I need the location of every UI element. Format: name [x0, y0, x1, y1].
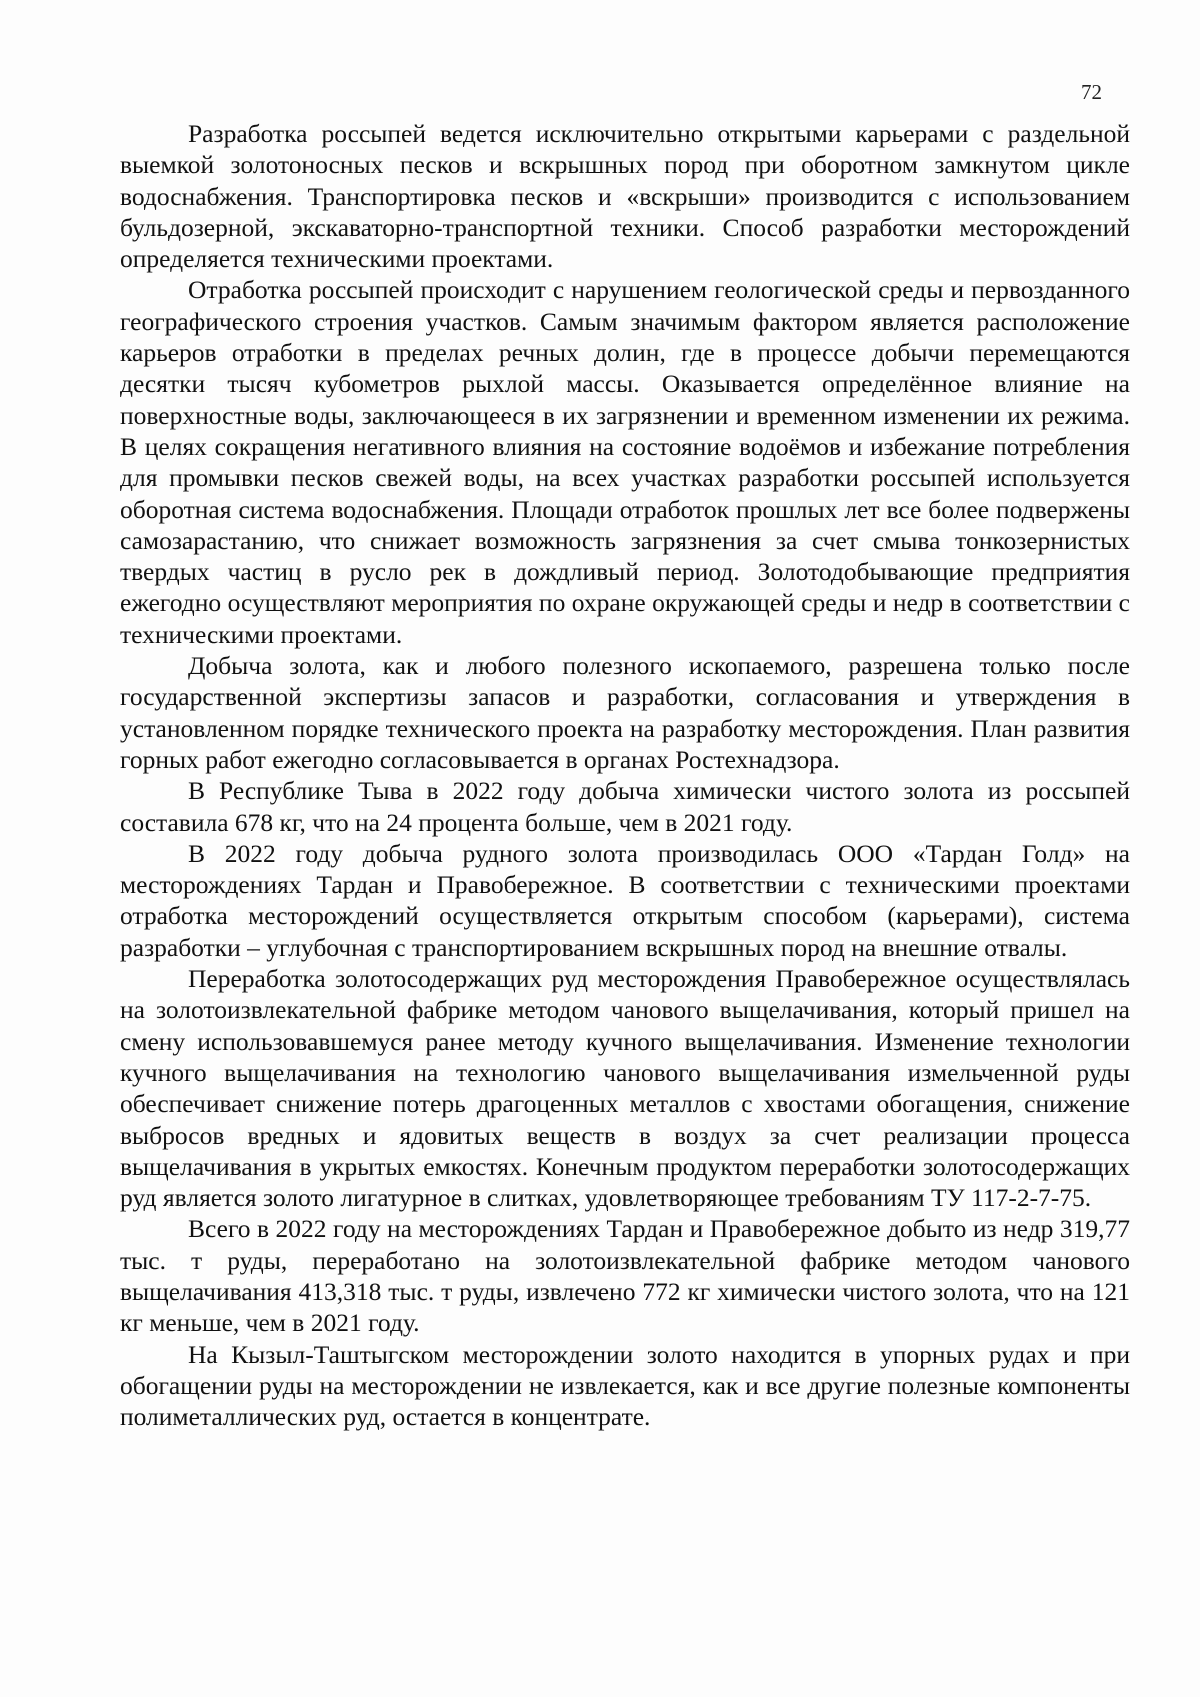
paragraph-ore-gold-mining: В 2022 году добыча рудного золота производилась ООО «Тардан Голд» на месторождениях Тардан и Правобережное. В соответствии с техническими проектами отработка месторождений осуществляется открытым способом (карьерами), система разработки – углубочная с транспортированием вскрышных пород на внешние отвалы. [120, 838, 1130, 962]
paragraph-kyzyl-tashtyg-deposit: На Кызыл-Таштыгском месторождении золото находится в упорных рудах и при обогащении руды на месторождении не извлекается, как и все другие полезные компоненты полиметаллических руд, остается в концентрате. [120, 1339, 1130, 1432]
paragraph-total-production: Всего в 2022 году на месторождениях Тардан и Правобережное добыто из недр 319,77 тыс. т руды, переработано на золотоизвлекательной фабрике методом чанового выщелачивания 413,318 тыс. т руды, извлечено 772 кг химически чистого золота, что на 121 кг меньше, чем в 2021 году. [120, 1214, 1130, 1338]
page-number: 72 [1081, 80, 1102, 104]
paragraph-environmental-impact: Отработка россыпей происходит с нарушением геологической среды и первозданного географического строения участков. Самым значимым фактором является расположение карьеров отработки в пределах речных долин, где в процессе добычи перемещаются десятки тысяч кубометров рыхлой массы. Оказывается определённое влияние на поверхностные воды, заключающееся в их загрязнении и временном изменении их режима. В целях сокращения негативного влияния на состояние водоёмов и избежание потребления для промывки песков свежей воды, на всех участках разработки россыпей используется оборотная система водоснабжения. Площади отработок прошлых лет все более подвержены самозарастанию, что снижает возможность загрязнения за счет смыва тонкозернистых твердых частиц в русло рек в дождливый период. Золотодобывающие предприятия ежегодно осуществляют мероприятия по охране окружающей среды и недр в соответствии с техническими проектами. [120, 275, 1130, 649]
document-body [120, 118, 1130, 1432]
paragraph-ore-processing: Переработка золотосодержащих руд месторождения Правобережное осуществлялась на золотоизвлекательной фабрике методом чанового выщелачивания, который пришел на смену использовавшемуся ранее методу кучного выщелачивания. Изменение технологии кучного выщелачивания на технологию чанового выщелачивания измельченной руды обеспечивает снижение потерь драгоценных металлов с хвостами обогащения, снижение выбросов вредных и ядовитых веществ в воздух за счет реализации процесса выщелачивания в укрытых емкостях. Конечным продуктом переработки золотосодержащих руд является золото лигатурное в слитках, удовлетворяющее требованиям ТУ 117-2-7-75. [120, 964, 1130, 1213]
paragraph-licensing-requirements: Добыча золота, как и любого полезного ископаемого, разрешена только после государственной экспертизы запасов и разработки, согласования и утверждения в установленном порядке технического проекта на разработку месторождения. План развития горных работ ежегодно согласовывается в органах Ростехнадзора. [120, 651, 1130, 774]
paragraph-placer-mining-method: Разработка россыпей ведется исключительно открытыми карьерами с раздельной выемкой золотоносных песков и вскрышных пород при оборотном замкнутом цикле водоснабжения. Транспортировка песков и «вскрыши» производится с использованием бульдозерной, экскаваторно-транспортной техники. Способ разработки месторождений определяется техническими проектами. [120, 119, 1130, 274]
paragraph-placer-gold-output: В Республике Тыва в 2022 году добыча химически чистого золота из россыпей составила 678 кг, что на 24 процента больше, чем в 2021 году. [120, 776, 1130, 837]
